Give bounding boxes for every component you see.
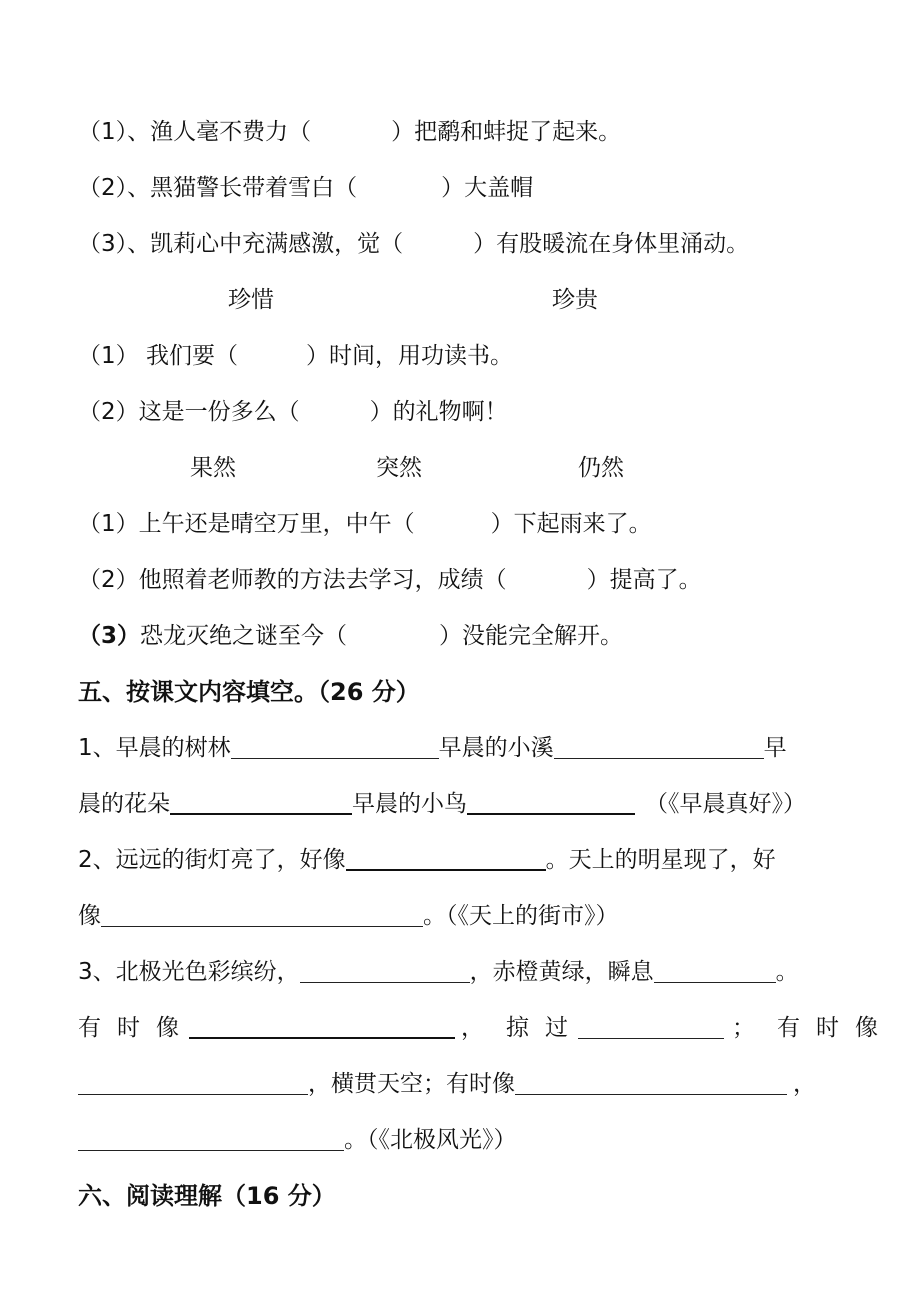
sentence-text: ）时间，用功读书。 — [305, 343, 513, 369]
section-5-title: 五、按课文内容填空。（26 分） — [78, 678, 420, 706]
fill-blank[interactable] — [654, 958, 776, 983]
prompt-text: 。（《北极风光》） — [344, 1127, 517, 1153]
sentence-text: 渔人毫不费力（ — [150, 119, 312, 145]
prompt-text: 早 — [763, 735, 787, 761]
sentence-text: ）有股暖流在身体里涌动。 — [473, 231, 750, 257]
fill-blank[interactable] — [346, 845, 546, 871]
prompt-text: ，赤橙黄绿，瞬息 — [469, 959, 654, 985]
sentence-text: 他照着老师教的方法去学习，成绩（ — [138, 567, 507, 593]
word-choice: 珍贵 — [552, 287, 598, 313]
prompt-text: ，横贯天空；有时像 — [308, 1071, 515, 1097]
fill-blank[interactable] — [231, 734, 439, 759]
sentence-2-1 — [78, 340, 860, 372]
fill-blank[interactable] — [170, 789, 352, 815]
prompt-text: 像 — [78, 903, 101, 929]
fill-blank[interactable] — [189, 1013, 455, 1039]
question-5-3-line-2 — [78, 1012, 878, 1044]
sentence-text: ）下起雨来了。 — [490, 511, 652, 537]
word-choice: 仍然 — [578, 455, 624, 481]
question-5-2-line-2 — [78, 900, 860, 932]
prompt-text: 。天上的明星现了，好 — [545, 847, 776, 873]
item-number: （1） — [78, 343, 139, 369]
item-number: （2）、 — [78, 175, 151, 201]
question-5-1-line-1 — [78, 732, 860, 764]
prompt-text: ， — [461, 1015, 484, 1041]
sentence-3-3 — [78, 620, 860, 652]
sentence-text: ）没能完全解开。 — [439, 623, 624, 649]
prompt-char: 时 — [117, 1015, 140, 1041]
prompt-text: 。（《天上的街市》） — [423, 903, 619, 929]
sentence-1-1 — [78, 116, 860, 148]
item-number: （1）、 — [78, 119, 151, 145]
sentence-text: 我们要（ — [138, 343, 238, 369]
fill-blank[interactable] — [515, 1070, 787, 1095]
sentence-text: ）大盖帽 — [441, 175, 534, 201]
item-number: （2） — [78, 399, 139, 425]
fill-blank[interactable] — [78, 1070, 308, 1095]
sentence-text: 恐龙灭绝之谜至今（ — [140, 623, 348, 649]
item-number: （3） — [78, 623, 141, 649]
sentence-text: ）提高了。 — [586, 567, 702, 593]
fill-blank[interactable] — [467, 789, 635, 815]
prompt-text: 早晨的小鸟 — [352, 791, 467, 817]
sentence-3-2 — [78, 564, 860, 596]
prompt-char: 像 — [156, 1015, 179, 1041]
prompt-text: 。 — [775, 959, 799, 985]
prompt-text: 2、远远的街灯亮了，好像 — [78, 847, 346, 873]
prompt-text: 3、北极光色彩缤纷， — [78, 959, 300, 985]
prompt-char: 掠 — [506, 1015, 529, 1041]
item-number: （2） — [78, 567, 139, 593]
source-citation: （《早晨真好》） — [645, 791, 806, 817]
word-choice: 珍惜 — [228, 287, 274, 313]
fill-blank[interactable] — [554, 734, 764, 759]
sentence-text: 凯莉心中充满感激，觉（ — [150, 231, 404, 257]
sentence-1-3 — [78, 228, 860, 260]
sentence-2-2 — [78, 396, 860, 428]
fill-blank[interactable] — [78, 1126, 344, 1151]
sentence-text: ）把鹬和蚌捉了起来。 — [391, 119, 622, 145]
word-choice: 果然 — [190, 455, 236, 481]
prompt-text: 晨的花朵 — [78, 791, 170, 817]
section-6-title: 六、阅读理解（16 分） — [78, 1182, 336, 1210]
prompt-char: 有 — [777, 1015, 800, 1041]
fill-blank[interactable] — [300, 958, 470, 983]
prompt-char: 时 — [816, 1015, 839, 1041]
sentence-3-1 — [78, 508, 860, 540]
question-5-3-line-4 — [78, 1124, 860, 1156]
fill-blank[interactable] — [101, 902, 423, 927]
question-5-3-line-1 — [78, 956, 860, 988]
sentence-text: ）的礼物啊！ — [369, 399, 508, 425]
question-5-2-line-1 — [78, 844, 860, 876]
fill-blank[interactable] — [578, 1014, 724, 1039]
prompt-text: 1、早晨的树林 — [78, 735, 231, 761]
prompt-char: 过 — [545, 1015, 568, 1041]
prompt-char: 像 — [855, 1015, 878, 1041]
prompt-text: 早晨的小溪 — [438, 735, 554, 761]
prompt-char: 有 — [78, 1015, 101, 1041]
prompt-text: ， — [793, 1071, 816, 1097]
item-number: （1） — [78, 511, 139, 537]
question-5-3-line-3 — [78, 1068, 860, 1100]
item-number: （3）、 — [78, 231, 151, 257]
sentence-text: 上午还是晴空万里，中午（ — [138, 511, 415, 537]
word-choice: 突然 — [376, 455, 422, 481]
sentence-text: 黑猫警长带着雪白（ — [150, 175, 358, 201]
sentence-1-2 — [78, 172, 860, 204]
sentence-text: 这是一份多么（ — [138, 399, 300, 425]
prompt-text: ； — [732, 1015, 755, 1041]
question-5-1-line-2 — [78, 788, 860, 820]
